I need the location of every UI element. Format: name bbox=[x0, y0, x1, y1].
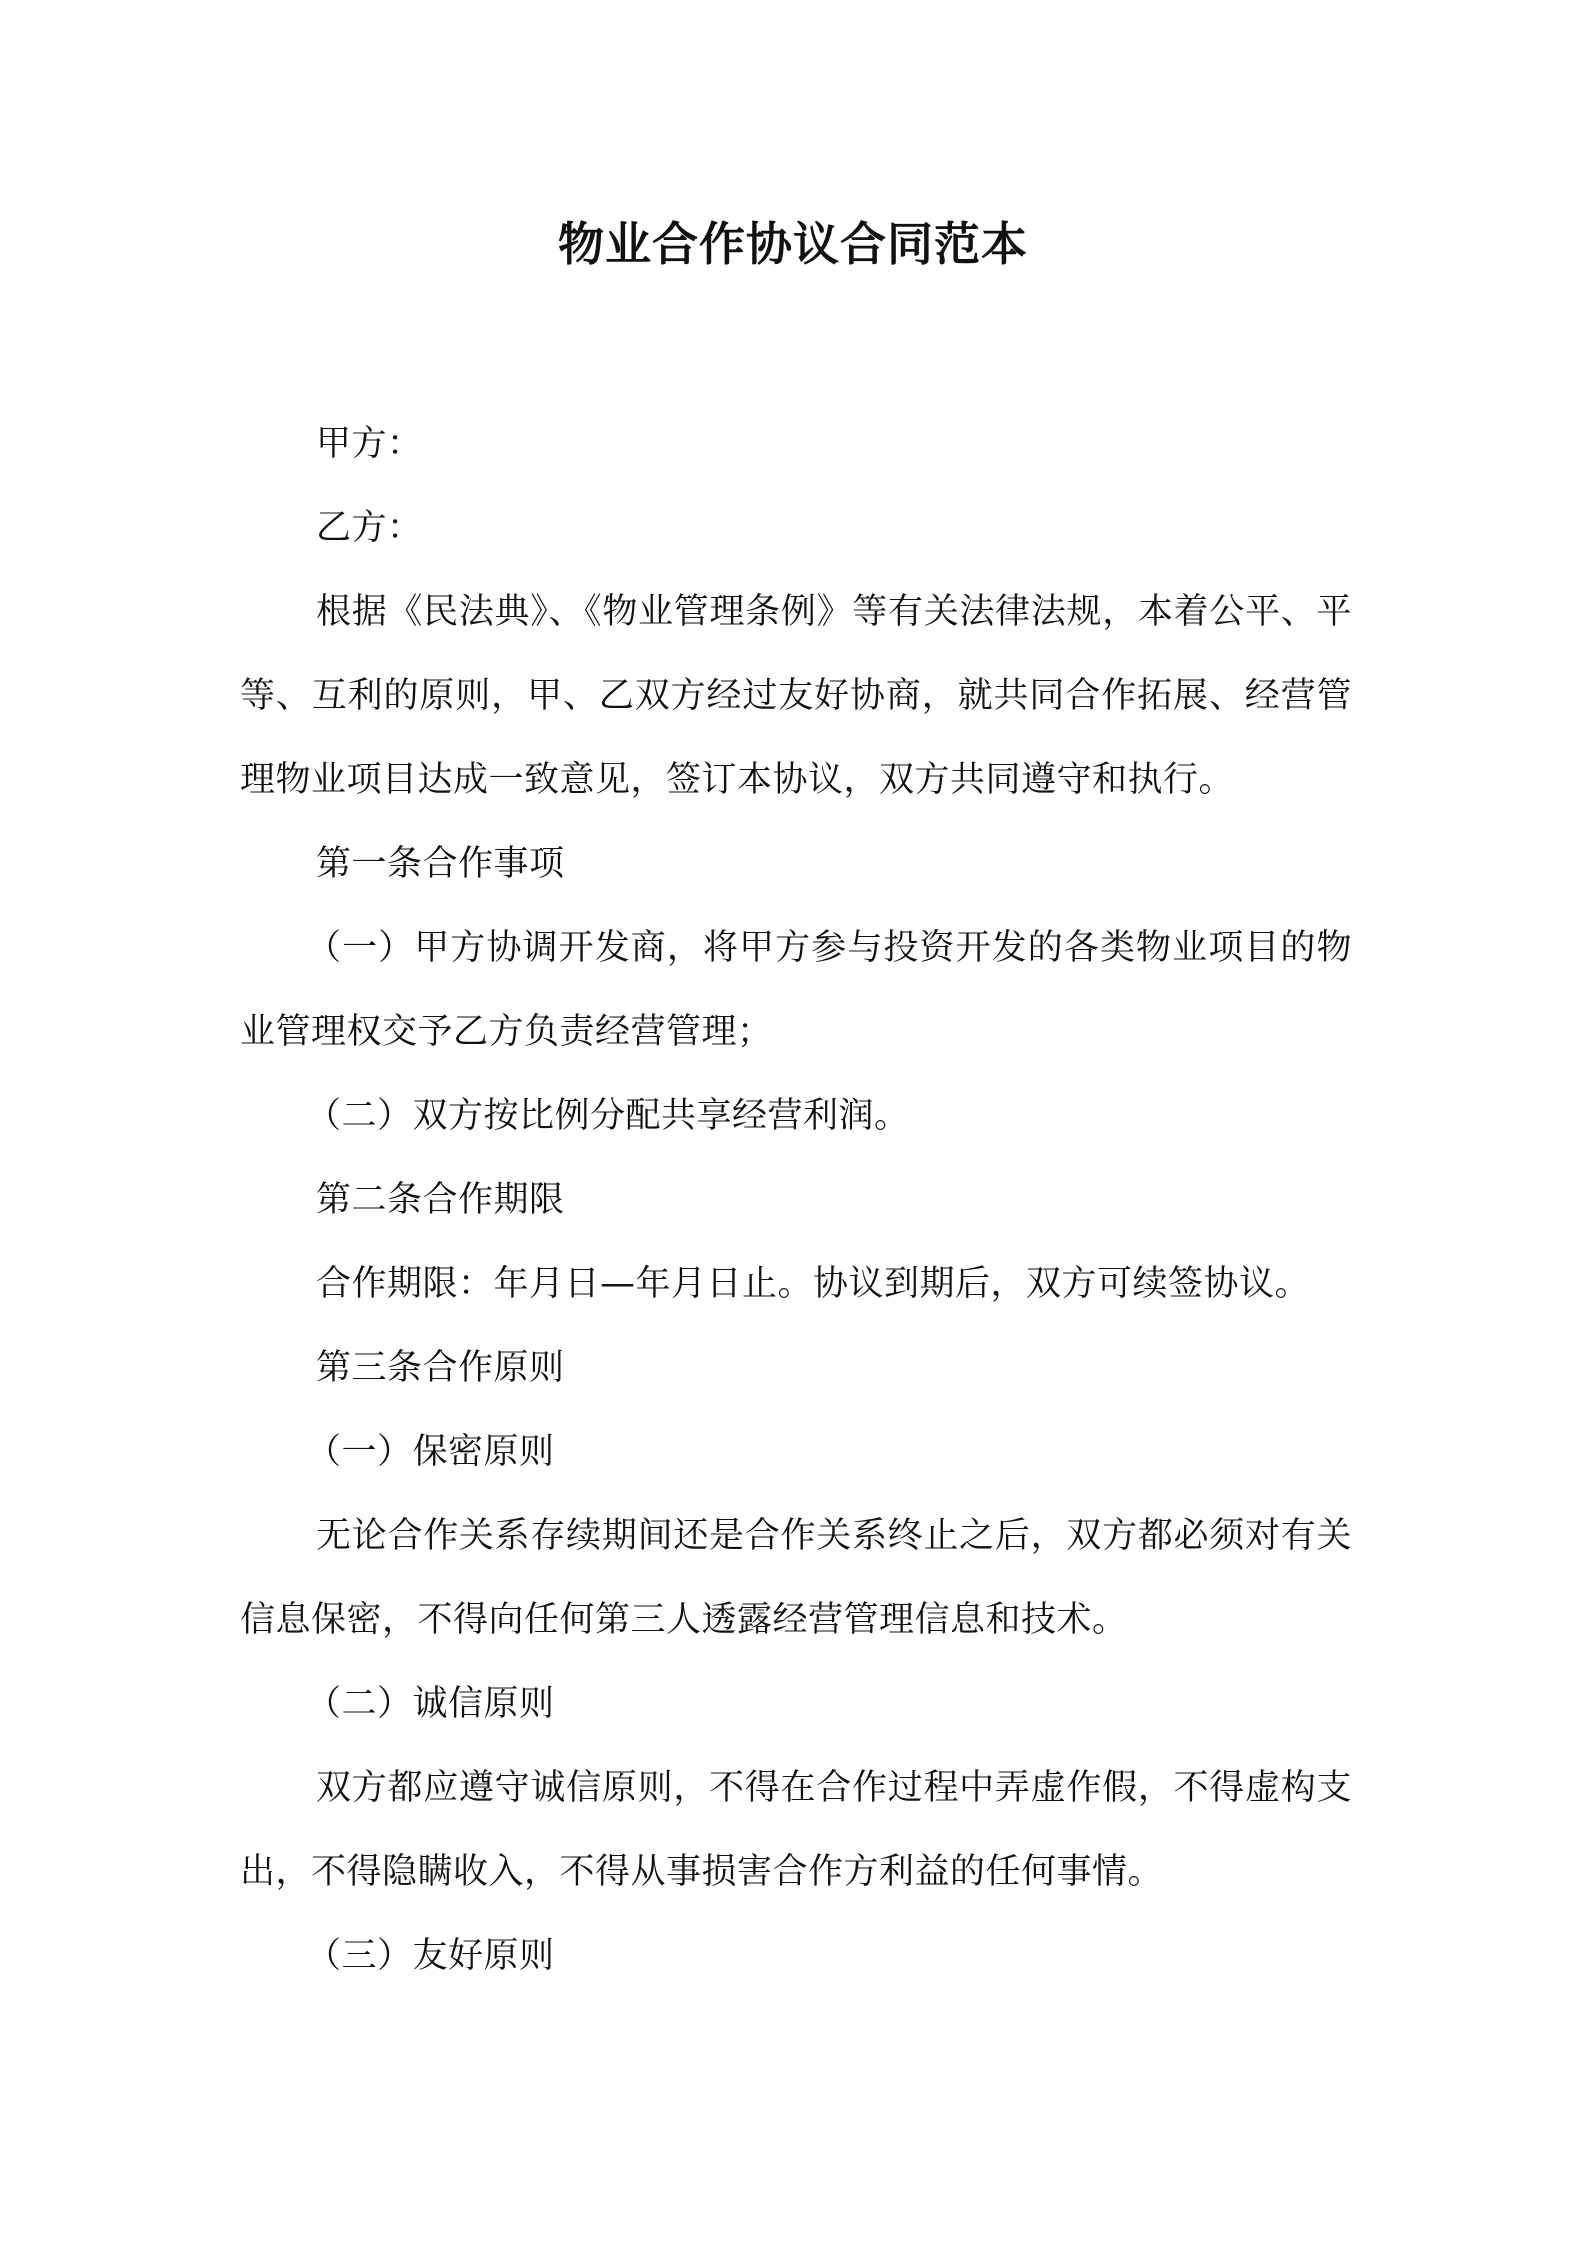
party-b-line: 乙方： bbox=[316, 508, 423, 548]
principle-1-heading: （一）保密原则 bbox=[306, 1432, 555, 1472]
article-1-item-2: （二）双方按比例分配共享经营利润。 bbox=[306, 1096, 910, 1136]
principle-3-heading: （三）友好原则 bbox=[306, 1936, 555, 1976]
document-title: 物业合作协议合同范本 bbox=[558, 217, 1028, 271]
article-3-heading: 第三条合作原则 bbox=[316, 1348, 565, 1388]
article-1-item-1: （一）甲方协调开发商，将甲方参与投资开发的各类物业项目的物业管理权交予乙方负责经营管理； bbox=[240, 928, 1352, 1052]
principle-2-text: 双方都应遵守诚信原则，不得在合作过程中弄虚作假，不得虚构支出，不得隐瞒收入，不得从事损害合作方利益的任何事情。 bbox=[240, 1768, 1352, 1892]
article-2-heading: 第二条合作期限 bbox=[316, 1180, 565, 1220]
article-1-heading: 第一条合作事项 bbox=[316, 844, 565, 884]
preamble-paragraph: 根据《民法典》、《物业管理条例》等有关法律法规，本着公平、平等、互利的原则，甲、乙双方经过友好协商，就共同合作拓展、经营管理物业项目达成一致意见，签订本协议，双方共同遵守和执行。 bbox=[240, 592, 1352, 800]
document-body bbox=[240, 402, 1352, 1998]
article-2-term: 合作期限：年月日—年月日止。协议到期后，双方可续签协议。 bbox=[316, 1264, 1311, 1304]
party-a-line: 甲方： bbox=[316, 424, 423, 464]
principle-2-heading: （二）诚信原则 bbox=[306, 1684, 555, 1724]
principle-1-text: 无论合作关系存续期间还是合作关系终止之后，双方都必须对有关信息保密，不得向任何第三人透露经营管理信息和技术。 bbox=[240, 1516, 1352, 1640]
